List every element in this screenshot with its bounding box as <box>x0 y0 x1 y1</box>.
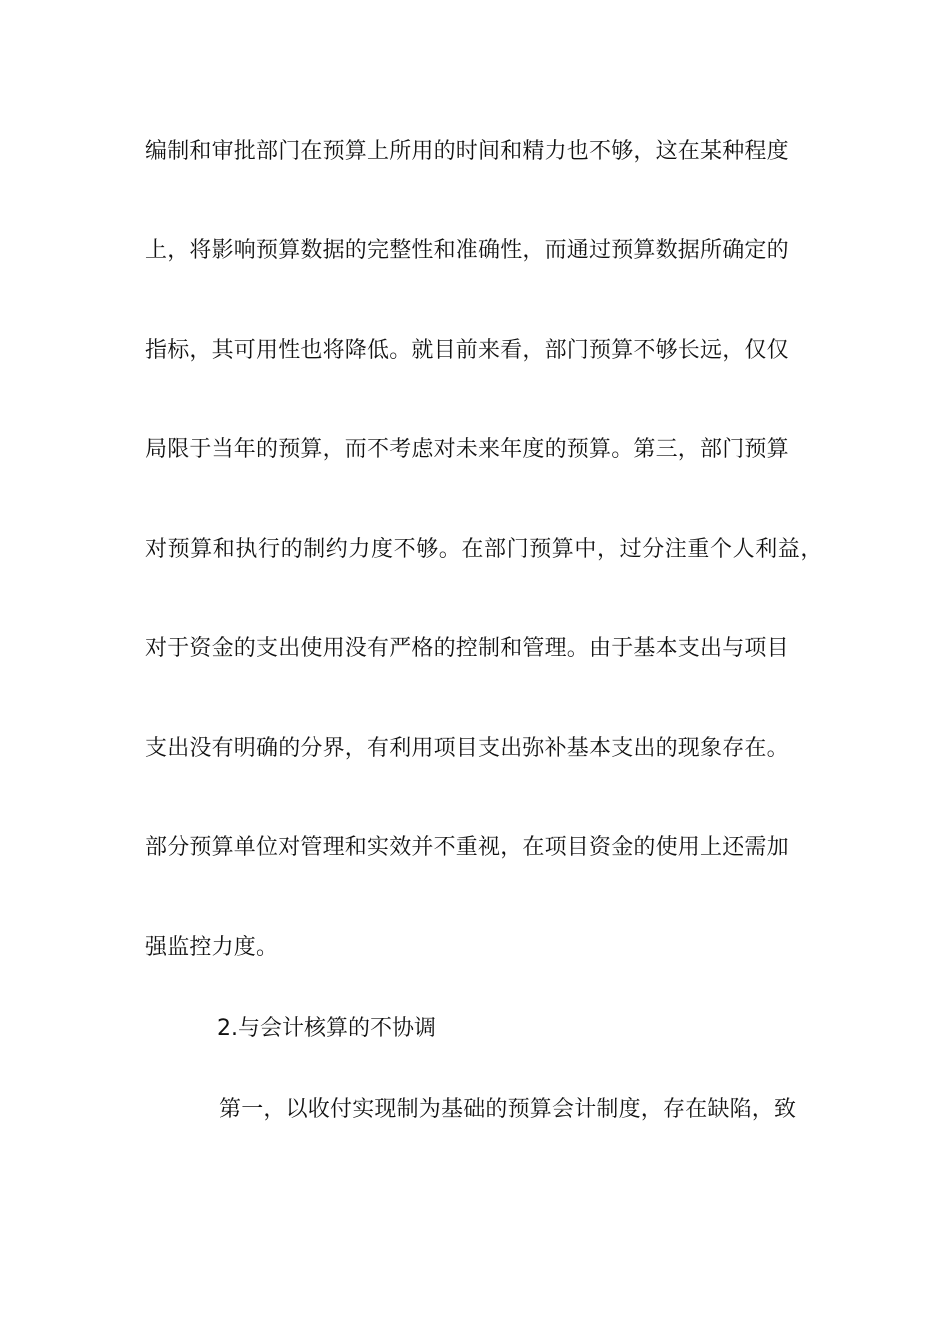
paragraph-line: 对于资金的支出使用没有严格的控制和管理。由于基本支出与项目 <box>145 636 789 661</box>
paragraph-line: 强监控力度。 <box>145 935 279 960</box>
paragraph-line: 局限于当年的预算，而不考虑对未来年度的预算。第三，部门预算 <box>145 437 789 462</box>
paragraph-line: 支出没有明确的分界，有利用项目支出弥补基本支出的现象存在。 <box>145 736 789 761</box>
paragraph-line: 对预算和执行的制约力度不够。在部门预算中，过分注重个人利益， <box>145 537 824 562</box>
paragraph-line: 指标，其可用性也将降低。就目前来看，部门预算不够长远，仅仅 <box>145 338 789 363</box>
paragraph-line: 上，将影响预算数据的完整性和准确性，而通过预算数据所确定的 <box>145 238 789 263</box>
paragraph-line: 部分预算单位对管理和实效并不重视，在项目资金的使用上还需加 <box>145 835 789 860</box>
section-heading: 2.与会计核算的不协调 <box>217 1016 436 1041</box>
paragraph-line: 编制和审批部门在预算上所用的时间和精力也不够，这在某种程度 <box>145 139 789 164</box>
paragraph-line: 第一，以收付实现制为基础的预算会计制度，存在缺陷，致 <box>219 1097 797 1122</box>
